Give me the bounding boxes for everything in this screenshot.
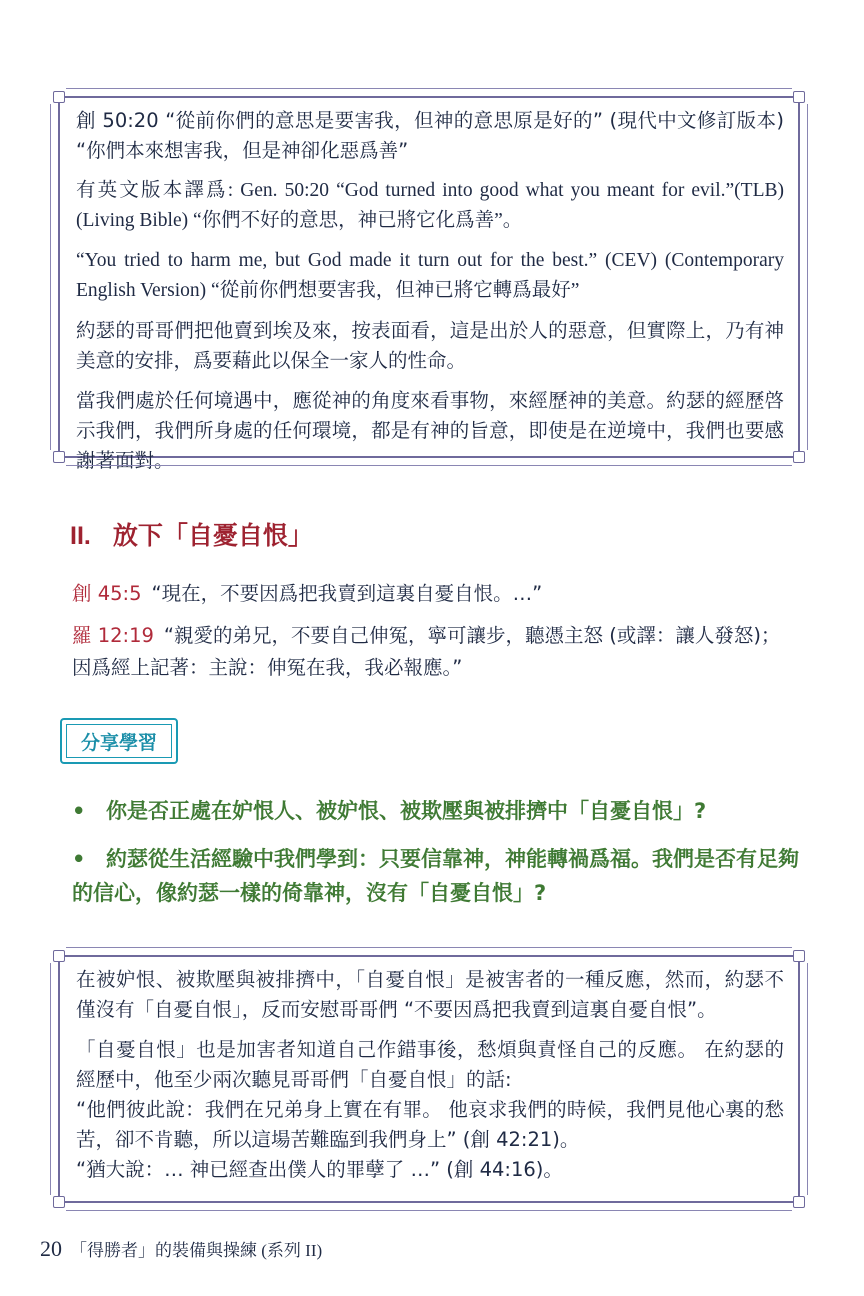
discussion-question-2 xyxy=(72,842,802,910)
corner-ornament xyxy=(793,1196,805,1208)
verse-rom-12-19 xyxy=(72,620,794,684)
question-text: 你是否正處在妒恨人、被妒恨、被欺壓與被排擠中「自憂自恨」? xyxy=(106,799,707,823)
sharing-tag-label: 分享學習 xyxy=(80,731,157,754)
quote-gen-44-16: “猶大說：… 神已經查出僕人的罪孽了 …” (創 44:16)。 xyxy=(76,1158,563,1181)
section-heading xyxy=(70,516,313,552)
corner-ornament xyxy=(793,950,805,962)
paragraph-joseph-sold: 約瑟的哥哥們把他賣到埃及來，按表面看，這是出於人的惡意，但實際上，乃有神美意的安排，爲要藉此以保全一家人的性命。 xyxy=(76,319,784,372)
corner-ornament xyxy=(53,451,65,463)
paragraph-victim-reaction: 在被妒恨、被欺壓與被排擠中，「自憂自恨」是被害者的一種反應，然而，約瑟不僅沒有「自憂自恨」，反而安慰哥哥們 “不要因爲把我賣到這裏自憂自恨”。 xyxy=(76,968,784,1021)
paragraph-gods-will: 當我們處於任何境遇中，應從神的角度來看事物，來經歷神的美意。約瑟的經歷啓示我們，我們所身處的任何環境，都是有神的旨意，即使是在逆境中，我們也要感謝著面對。 xyxy=(76,389,784,472)
sharing-tag xyxy=(60,718,178,764)
corner-ornament xyxy=(793,91,805,103)
section-title-text: 放下「自憂自恨」 xyxy=(112,521,313,550)
verse-reference: 創 45:5 xyxy=(72,582,142,605)
bullet-icon: • xyxy=(72,847,86,871)
paragraph-gen-50-20: 創 50:20 “從前你們的意思是要害我，但神的意思原是好的” (現代中文修訂版本) “你們本來想害我，但是神卻化惡爲善” xyxy=(76,109,784,162)
page-number: 20 xyxy=(40,1236,62,1261)
commentary-box-1 xyxy=(58,96,800,472)
question-text: 約瑟從生活經驗中我們學到：只要信靠神，神能轉禍爲福。我們是否有足夠的信心，像約瑟一樣的倚靠神，沒有「自憂自恨」? xyxy=(72,847,799,905)
corner-ornament xyxy=(53,91,65,103)
bullet-icon: • xyxy=(72,799,86,823)
verse-gen-45-5 xyxy=(72,578,794,610)
verse-text: “親愛的弟兄，不要自己伸冤，寧可讓步，聽憑主怒 (或譯：讓人發怒)；因爲經上記著：主說：伸冤在我，我必報應。” xyxy=(72,624,781,679)
book-title: 「得勝者」的裝備與操練 (系列 II) xyxy=(70,1241,323,1260)
quote-gen-42-21: “他們彼此說：我們在兄弟身上實在有罪。 他哀求我們的時候，我們見他心裏的愁苦，卻不肯聽，所以這場苦難臨到我們身上” (創 42:21)。 xyxy=(76,1098,784,1151)
verse-reference: 羅 12:19 xyxy=(72,624,154,647)
page-footer xyxy=(40,1236,322,1262)
paragraph-cev: “You tried to harm me, but God made it turn out for the best.” (CEV) (Contemporary English Version) “從前你們想要害我，但神已將它轉爲最好” xyxy=(76,250,784,301)
corner-ornament xyxy=(793,451,805,463)
corner-ornament xyxy=(53,950,65,962)
section-number: II. xyxy=(70,522,91,550)
verse-text: “現在，不要因爲把我賣到這裏自憂自恨。…” xyxy=(151,582,543,605)
discussion-question-1 xyxy=(72,794,802,828)
paragraph-tlb: 有英文版本譯爲: Gen. 50:20 “God turned into good what you meant for evil.”(TLB) (Living Bible) “你們不好的意思，神已將它化爲善”。 xyxy=(76,180,784,231)
commentary-box-2 xyxy=(58,955,800,1203)
corner-ornament xyxy=(53,1196,65,1208)
paragraph-offender-reaction: 「自憂自恨」也是加害者知道自己作錯事後，愁煩與責怪自己的反應。 在約瑟的經歷中，他至少兩次聽見哥哥們「自憂自恨」的話: xyxy=(76,1038,784,1091)
